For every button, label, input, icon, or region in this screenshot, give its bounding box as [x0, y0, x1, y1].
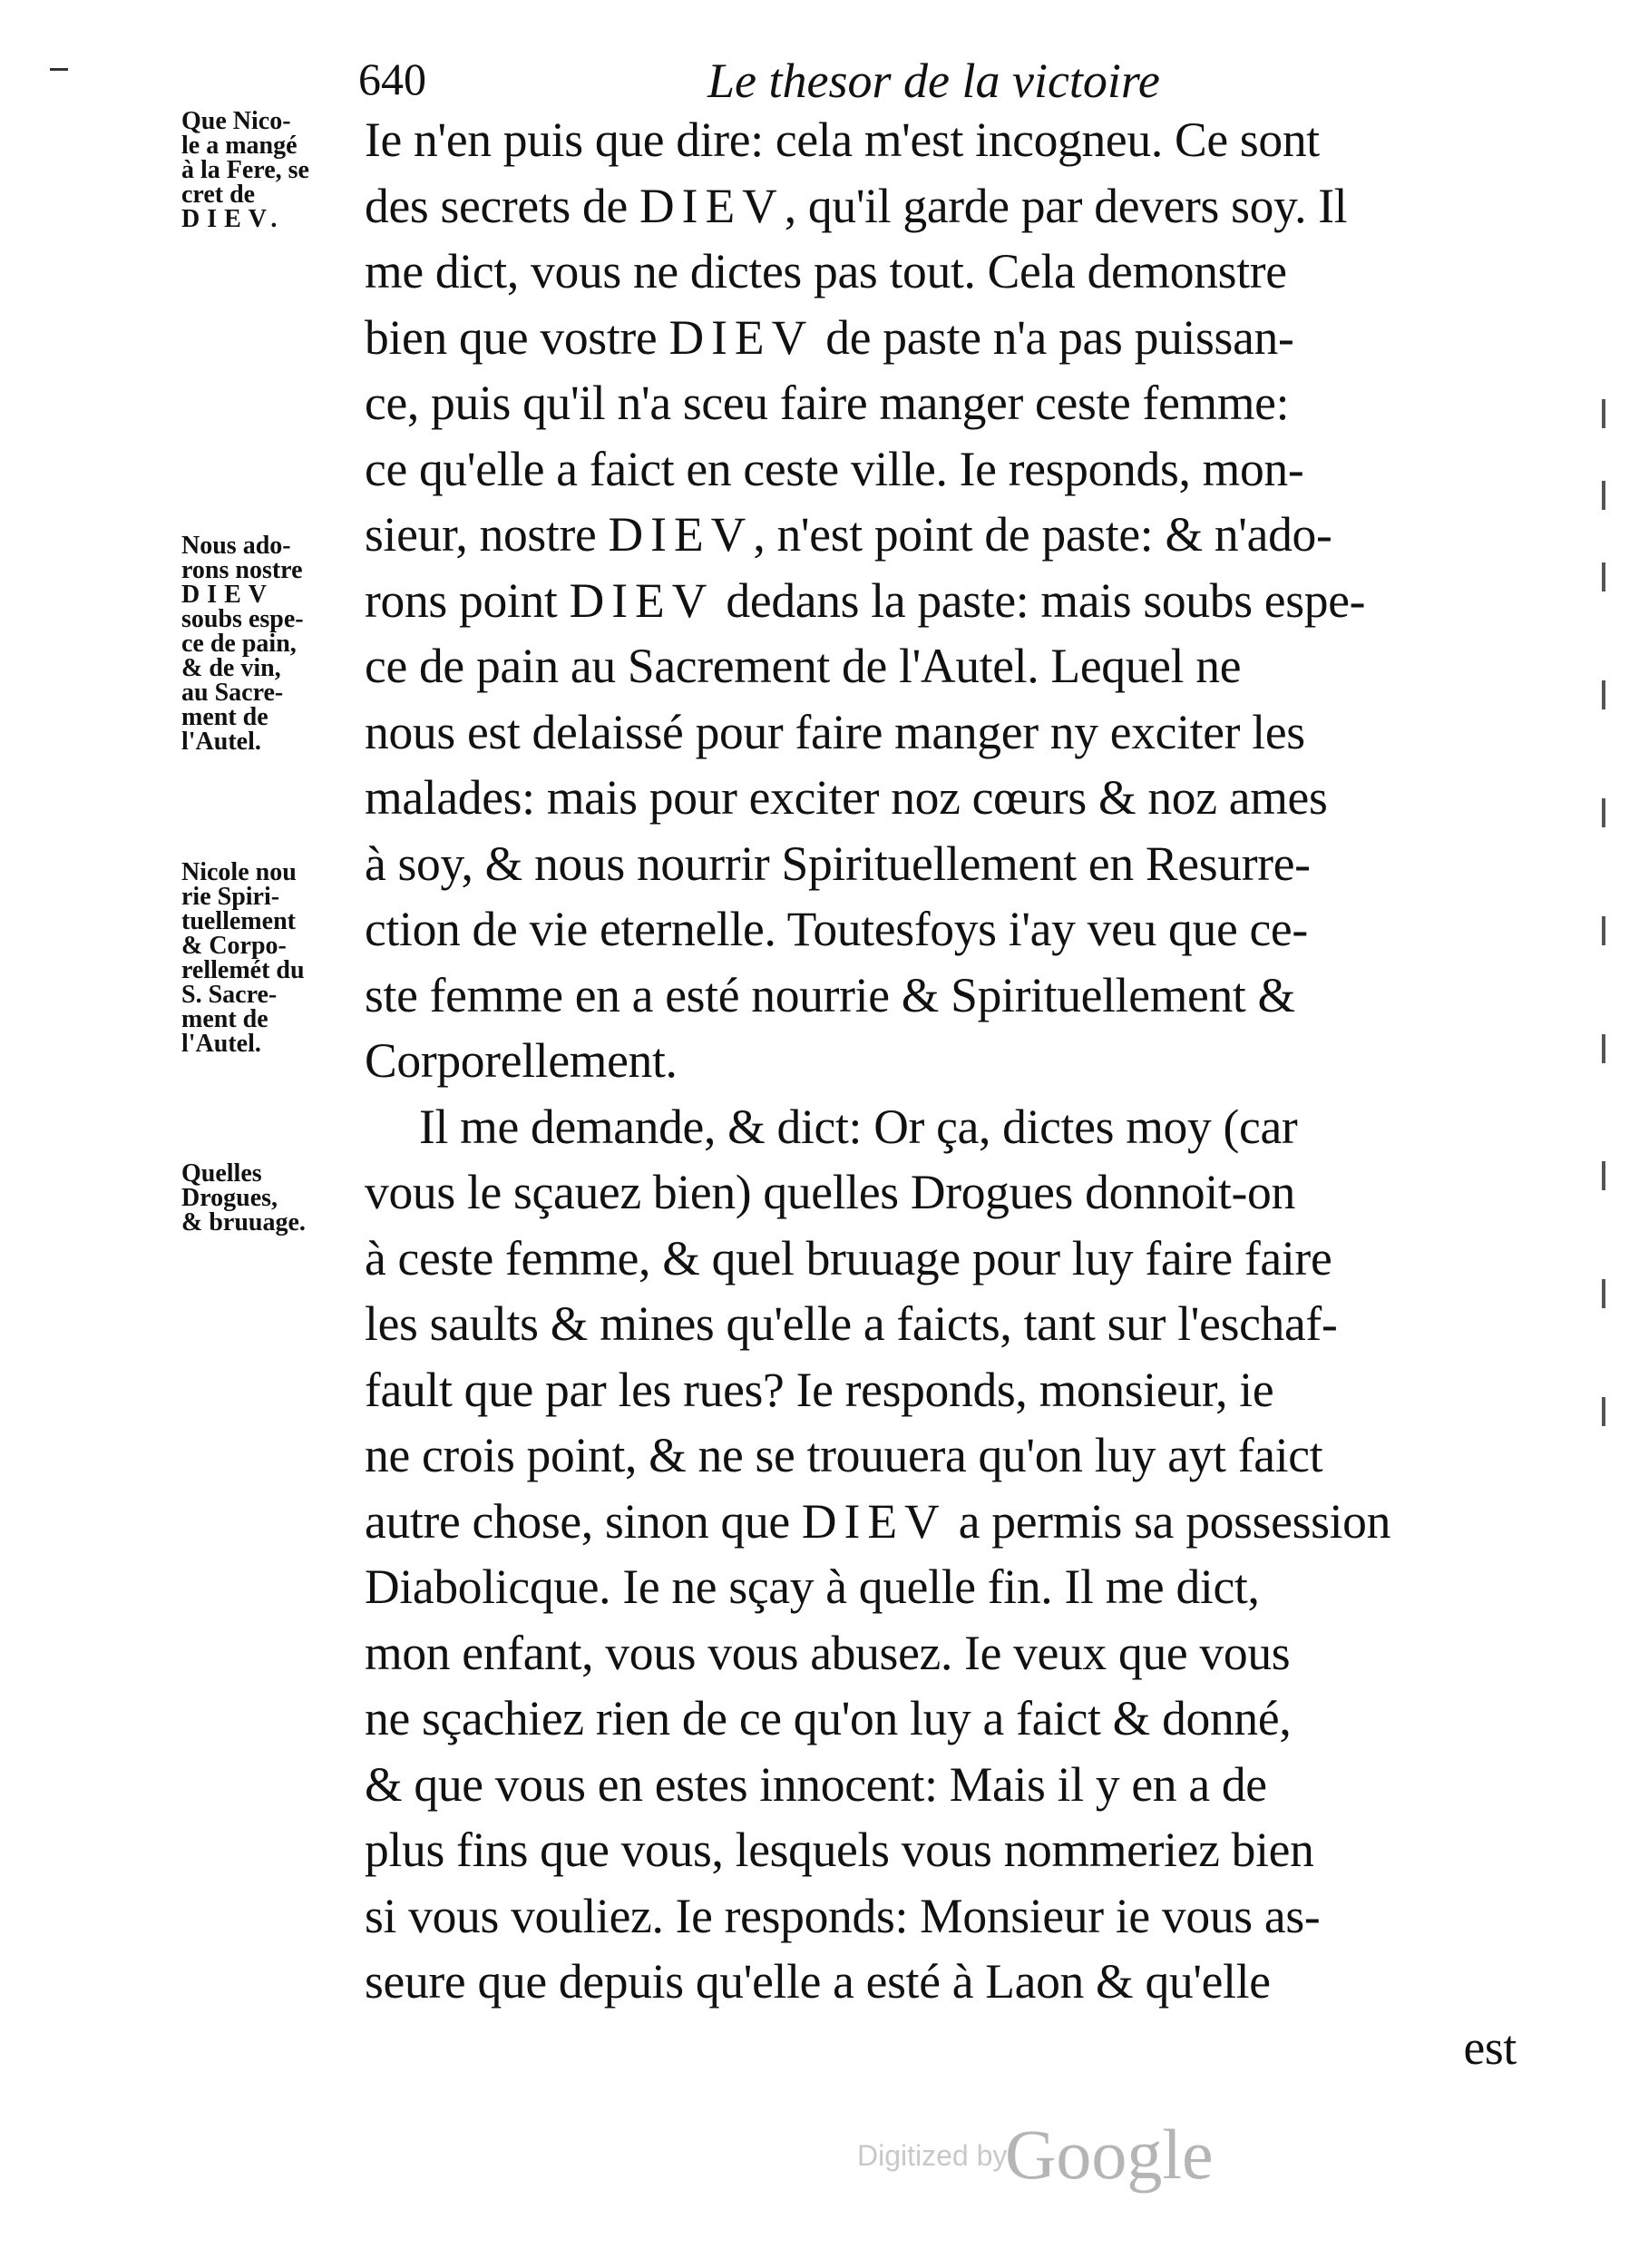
margin-line: & de vin,	[181, 654, 281, 682]
margin-line: au Sacre-	[181, 679, 284, 707]
bleed-mark	[1602, 1034, 1605, 1063]
text-line: ne crois point, & ne se trouuera qu'on luy ayt faict	[365, 1428, 1323, 1482]
text-line: ce de pain au Sacrement de l'Autel. Lequel ne	[365, 639, 1242, 693]
text-line: mon enfant, vous vous abusez. Ie veux que vous	[365, 1625, 1291, 1680]
text-line: sieur, nostre DIEV, n'est point de paste: & n'ado-	[365, 507, 1332, 562]
bleed-mark	[1602, 399, 1605, 428]
text-line: Ie n'en puis que dire: cela m'est incogneu. Ce sont	[365, 112, 1320, 167]
margin-line: ment de	[181, 703, 268, 731]
margin-line: Drogues,	[181, 1184, 278, 1212]
margin-line: rie Spiri-	[181, 883, 280, 911]
text-line: malades: mais pour exciter noz cœurs & noz ames	[365, 770, 1328, 825]
text-line: vous le sçauez bien) quelles Drogues donnoit-on	[365, 1165, 1295, 1219]
text-line: à soy, & nous nourrir Spirituellement en Resurre-	[365, 836, 1311, 891]
text-line: plus fins que vous, lesquels vous nommeriez bien	[365, 1823, 1314, 1877]
margin-line: S. Sacre-	[181, 981, 278, 1009]
bleed-mark	[1602, 1279, 1605, 1308]
margin-note-4	[181, 1161, 367, 1235]
text-line: seure que depuis qu'elle a esté à Laon & qu'elle	[365, 1954, 1271, 2009]
text-line: ste femme en a esté nourrie & Spirituellement &	[365, 967, 1295, 1022]
bleed-mark	[1602, 1397, 1605, 1426]
text-line: ction de vie eternelle. Toutesfoys i'ay veu que ce-	[365, 902, 1308, 956]
margin-line: rons nostre	[181, 556, 303, 584]
page-footer	[0, 2114, 1639, 2204]
margin-line: l'Autel.	[181, 728, 261, 756]
text-line: & que vous en estes innocent: Mais il y en a de	[365, 1756, 1267, 1812]
text-line: des secrets de DIEV, qu'il garde par devers soy. Il	[365, 178, 1348, 233]
margin-line: Quelles	[181, 1159, 262, 1188]
bleed-through-marks	[1596, 381, 1633, 1742]
text-line: Il me demande, & dict: Or ça, dictes moy (car	[419, 1099, 1298, 1154]
text-line: me dict, vous ne dictes pas tout. Cela demonstre	[365, 244, 1287, 298]
margin-line: cret de	[181, 181, 256, 209]
margin-note-1	[181, 109, 367, 231]
margin-line: & Corpo-	[181, 932, 287, 960]
text-line: rons point DIEV dedans la paste: mais soubs espe-	[365, 572, 1366, 628]
margin-line: Nicole nou	[181, 858, 297, 886]
margin-line: Nous ado-	[181, 532, 291, 560]
margin-line: le a mangé	[181, 132, 298, 160]
text-line: à ceste femme, & quel bruuage pour luy faire faire	[365, 1230, 1332, 1286]
catchword: est	[1463, 2019, 1517, 2075]
text-line: ce qu'elle a faict en ceste ville. Ie responds, mon-	[365, 441, 1304, 496]
text-line: fault que par les rues? Ie responds, monsieur, ie	[365, 1362, 1274, 1417]
text-line: Corporellement.	[365, 1033, 678, 1088]
google-logo: Google	[1005, 2115, 1214, 2194]
bleed-mark	[1602, 680, 1605, 709]
bleed-mark	[1602, 798, 1605, 827]
text-line: les saults & mines qu'elle a faicts, tant sur l'eschaf-	[365, 1296, 1338, 1351]
text-line: bien que vostre DIEV de paste n'a pas puissan-	[365, 309, 1294, 365]
text-line: ne sçachiez rien de ce qu'on luy a faict & donné,	[365, 1691, 1292, 1745]
text-line: ce, puis qu'il n'a sceu faire manger ceste femme:	[365, 376, 1290, 430]
margin-line: Que Nico-	[181, 107, 291, 135]
running-title: Le thesor de la victoire	[707, 54, 1160, 108]
margin-line: rellemét du	[181, 956, 305, 984]
bleed-mark	[1602, 916, 1605, 945]
margin-line: soubs espe-	[181, 605, 304, 633]
margin-speck	[50, 68, 68, 71]
bleed-mark	[1602, 1161, 1605, 1190]
text-line: nous est delaissé pour faire manger ny exciter les	[365, 704, 1305, 759]
digitized-by-label: Digitized by	[857, 2139, 1008, 2172]
margin-line: DIEV.	[181, 205, 285, 233]
text-line: Diabolicque. Ie ne sçay à quelle fin. Il me dict,	[365, 1559, 1260, 1614]
margin-line: ment de	[181, 1005, 268, 1033]
bleed-mark	[1602, 481, 1605, 510]
margin-line: l'Autel.	[181, 1030, 261, 1058]
margin-line: DIEV	[181, 581, 275, 609]
text-line: autre chose, sinon que DIEV a permis sa possession	[365, 1493, 1391, 1549]
margin-note-3	[181, 860, 367, 1056]
main-text	[365, 107, 1517, 2080]
margin-line: tuellement	[181, 907, 296, 935]
bleed-mark	[1602, 562, 1605, 591]
margin-line: & bruuage.	[181, 1208, 306, 1237]
margin-note-2	[181, 533, 367, 754]
margin-line: ce de pain,	[181, 630, 297, 658]
text-line: si vous vouliez. Ie responds: Monsieur ie vous as-	[365, 1888, 1321, 1943]
margin-line: à la Fere, se	[181, 156, 309, 184]
page-number: 640	[358, 54, 426, 104]
